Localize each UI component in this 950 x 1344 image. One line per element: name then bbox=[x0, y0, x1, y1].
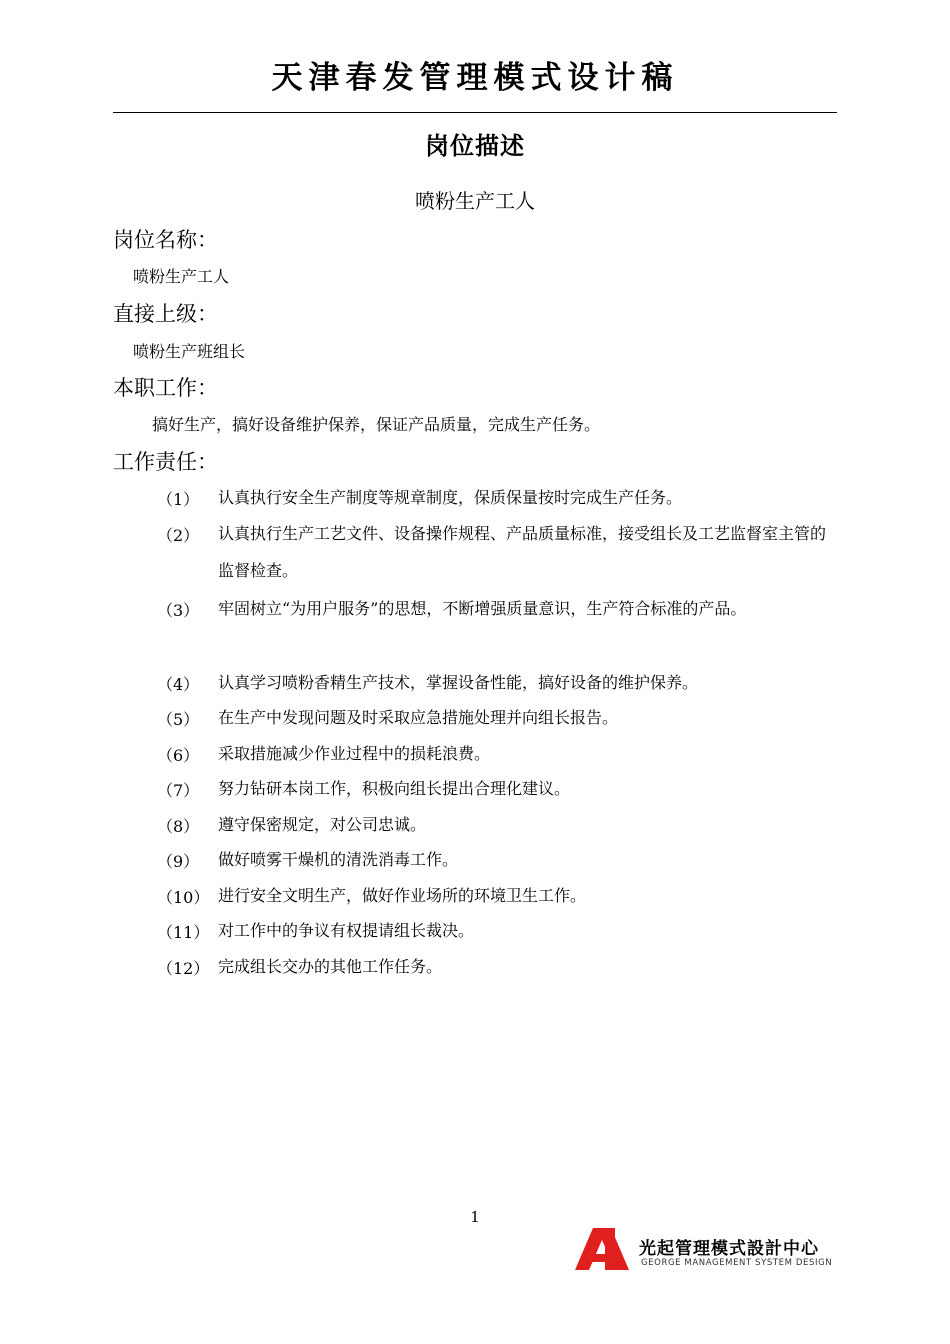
document-subtitle: 喷粉生产工人 bbox=[415, 189, 535, 213]
duty-number: （6） bbox=[157, 746, 200, 765]
supervisor-heading: 直接上级： bbox=[113, 302, 218, 326]
main-work-text: 搞好生产，搞好设备维护保养，保证产品质量，完成生产任务。 bbox=[152, 415, 601, 434]
duty-number: （4） bbox=[157, 675, 200, 694]
duty-number: （10） bbox=[157, 888, 210, 907]
duty-text: 认真执行生产工艺文件、设备操作规程、产品质量标准，接受组长及工艺监督室主管的监督检查。 bbox=[218, 524, 827, 580]
position-name-heading: 岗位名称： bbox=[113, 228, 218, 252]
header-title: 天津春发管理模式设计稿 bbox=[271, 60, 679, 96]
duty-text: 努力钻研本岗工作，积极向组长提出合理化建议。 bbox=[218, 779, 571, 798]
duty-number: （3） bbox=[157, 601, 200, 620]
main-work-heading: 本职工作： bbox=[113, 376, 218, 400]
footer-logo bbox=[575, 1226, 845, 1272]
duty-text: 认真学习喷粉香精生产技术，掌握设备性能，搞好设备的维护保养。 bbox=[218, 673, 699, 692]
duty-number: （12） bbox=[157, 959, 210, 978]
duties-heading: 工作责任： bbox=[113, 450, 218, 474]
duty-text: 采取措施减少作业过程中的损耗浪费。 bbox=[218, 744, 491, 763]
duty-number: （5） bbox=[157, 710, 200, 729]
logo-name-en: GEORGE MANAGEMENT SYSTEM DESIGN bbox=[641, 1258, 833, 1268]
duty-number: （2） bbox=[157, 526, 200, 545]
duty-text: 遵守保密规定，对公司忠诚。 bbox=[218, 815, 427, 834]
supervisor-value: 喷粉生产班组长 bbox=[133, 342, 246, 361]
duty-text: 对工作中的争议有权提请组长裁决。 bbox=[218, 921, 475, 940]
header-divider bbox=[113, 112, 837, 113]
duty-number: （7） bbox=[157, 781, 200, 800]
duty-number: （8） bbox=[157, 817, 200, 836]
duty-number: （11） bbox=[157, 923, 210, 942]
duty-number: （9） bbox=[157, 852, 200, 871]
duty-text: 认真执行安全生产制度等规章制度，保质保量按时完成生产任务。 bbox=[218, 488, 683, 507]
duty-number: （1） bbox=[157, 490, 200, 509]
letter-a-logo-icon bbox=[575, 1226, 631, 1272]
duty-text: 在生产中发现问题及时采取应急措施处理并向组长报告。 bbox=[218, 708, 619, 727]
duty-text: 做好喷雾干燥机的清洗消毒工作。 bbox=[218, 850, 459, 869]
logo-name-cn: 光起管理模式設計中心 bbox=[639, 1239, 819, 1259]
duty-text: 牢固树立“为用户服务”的思想，不断增强质量意识，生产符合标准的产品。 bbox=[218, 599, 747, 618]
page-number: 1 bbox=[470, 1208, 480, 1226]
document-title: 岗位描述 bbox=[425, 132, 525, 160]
position-name-value: 喷粉生产工人 bbox=[133, 267, 230, 286]
duty-text: 完成组长交办的其他工作任务。 bbox=[218, 957, 443, 976]
duty-text: 进行安全文明生产，做好作业场所的环境卫生工作。 bbox=[218, 886, 587, 905]
